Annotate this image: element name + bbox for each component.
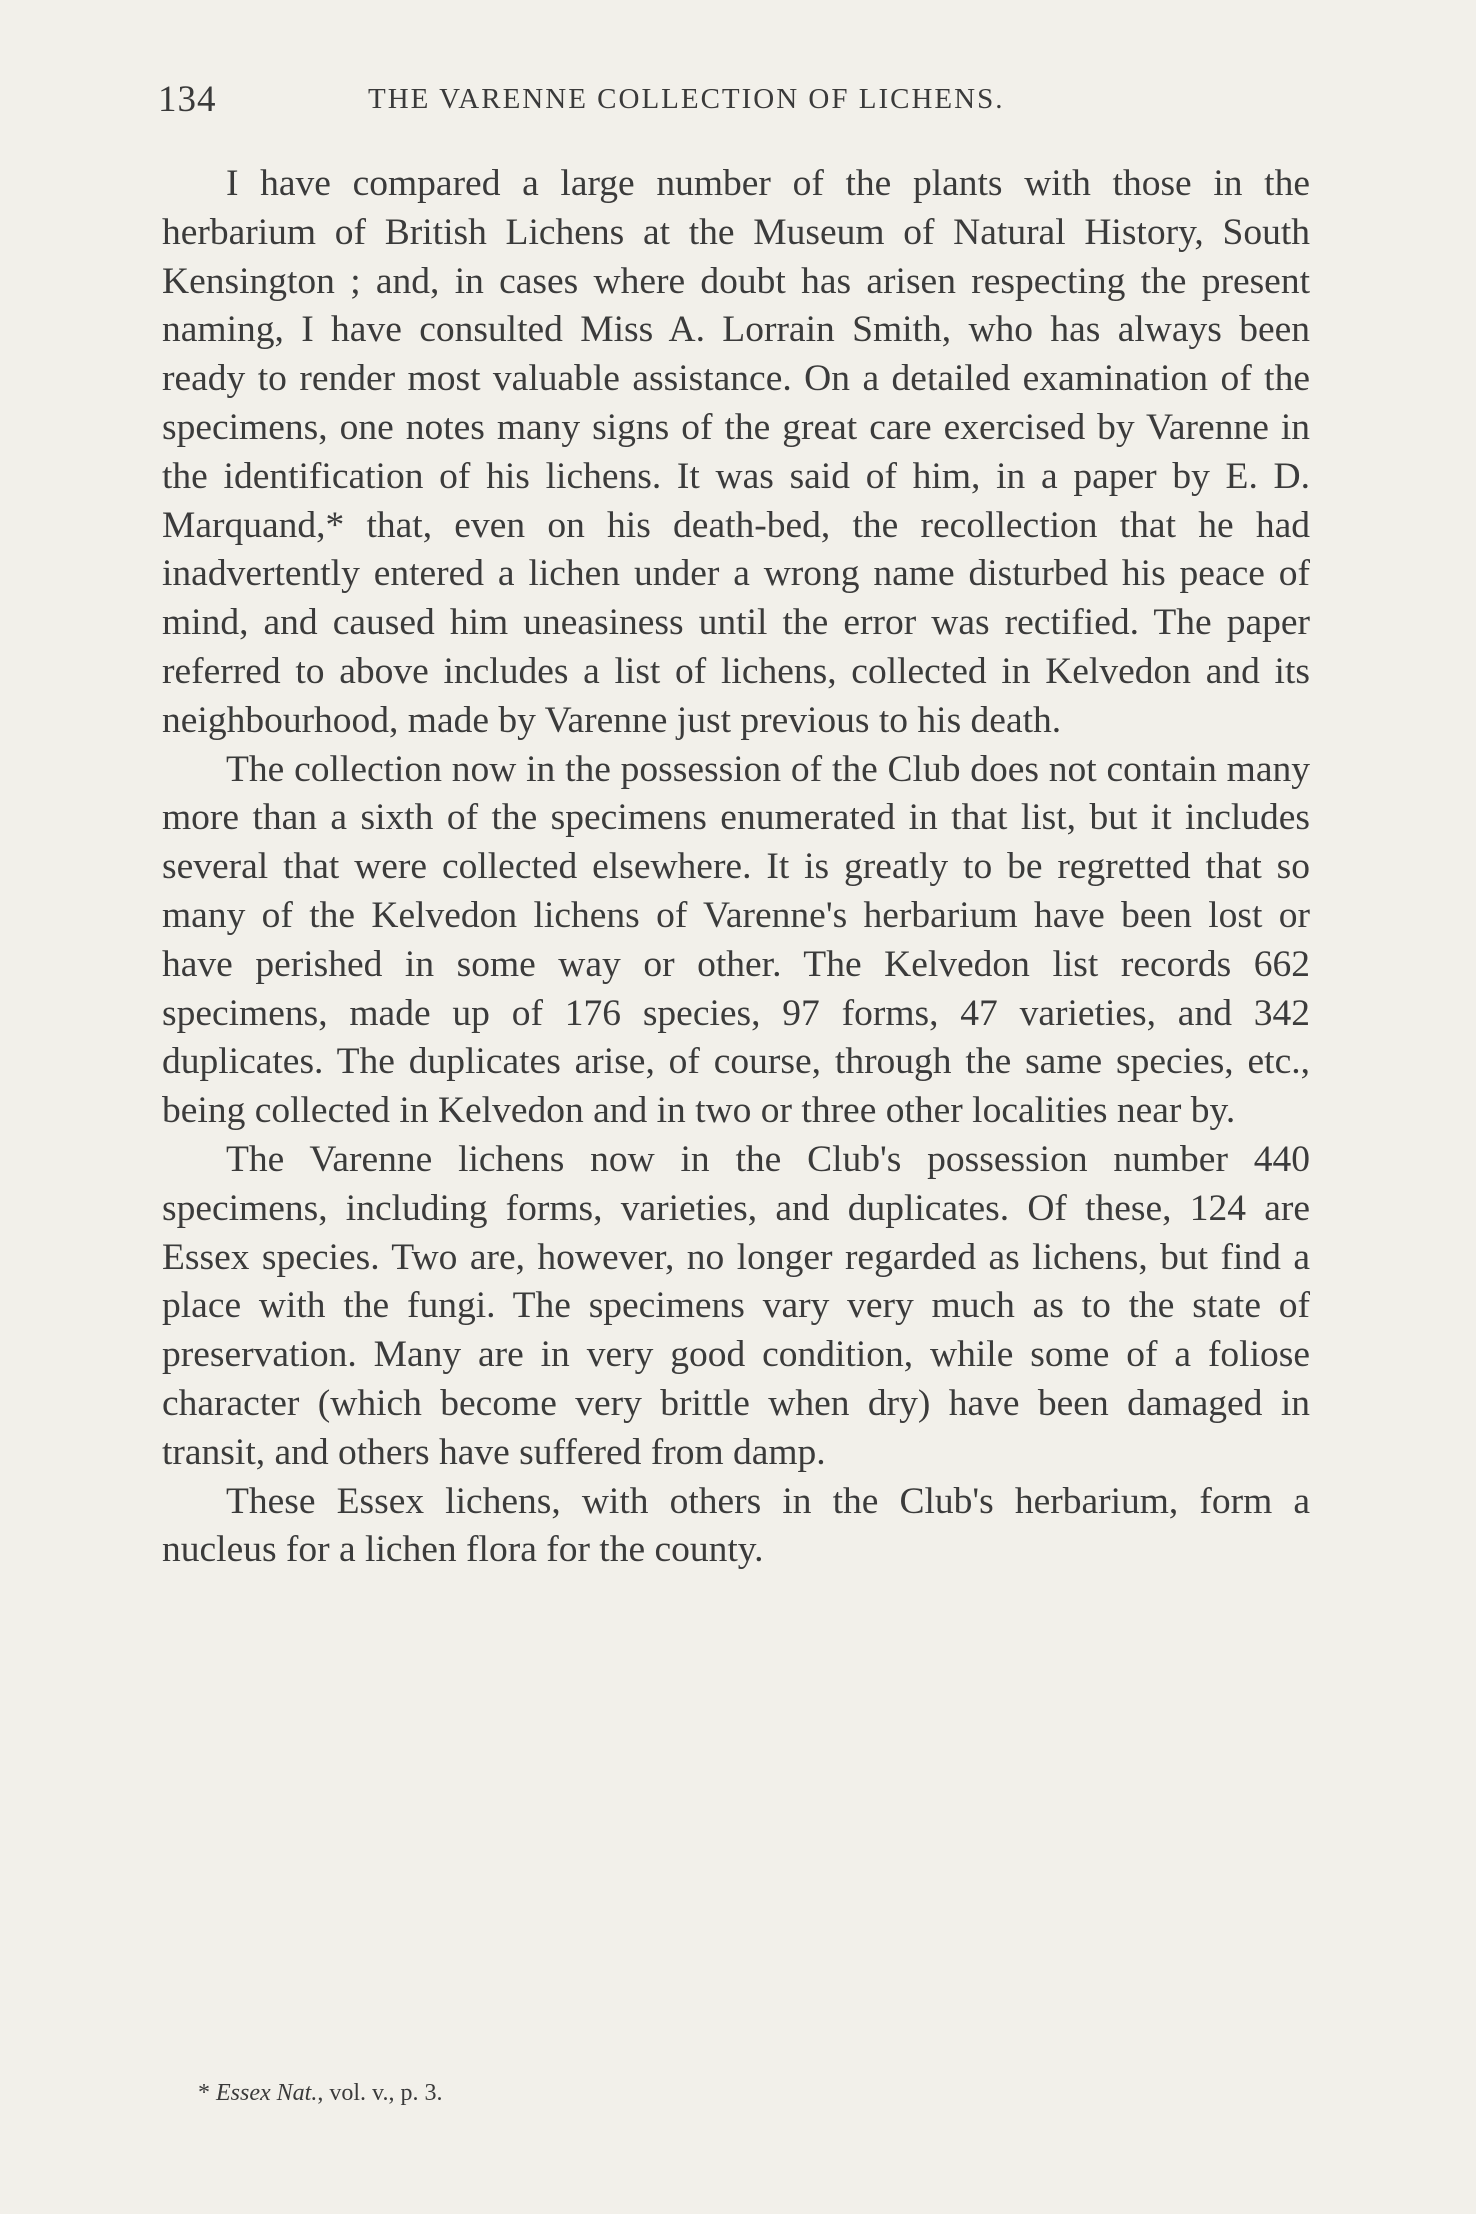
page-number: 134 (158, 79, 217, 120)
footnote-source: Essex Nat. (216, 2080, 318, 2106)
paragraph-3: The Varenne lichens now in the Club's possession number 440 specimens, including forms, varieties, and duplicates. Of these, 124 are Essex species. Two are, however, no longer regarded as lichens, but find a place with the fungi. The specimens vary very much as to the state of preservation. Many are in very good condition, while some of a foliose character (which become very brittle when dry) have been damaged in transit, and others have suffered from damp. (162, 1138, 1310, 1473)
paragraph-2: The collection now in the possession of the Club does not contain many more than a sixth of the specimens enumerated in that list, but it includes several that were collected elsewhere. It is greatly to be regretted that so many of the Kelvedon lichens of Varenne's herbarium have been lost or have perished in some way or other. The Kelvedon list records 662 specimens, made up of 176 species, 97 forms, 47 varieties, and 342 duplicates. The duplicates arise, of course, through the same species, etc., being collected in Kelvedon and in two or three other localities near by. (162, 748, 1310, 1132)
footnote-reference: , vol. v., p. 3. (317, 2080, 443, 2106)
body-text (162, 160, 1310, 1575)
footnote-marker: * (198, 2080, 216, 2106)
page-header (158, 78, 1318, 126)
paragraph-1: I have compared a large number of the plants with those in the herbarium of British Lichens at the Museum of Natural History, South Kensington ; and, in cases where doubt has arisen respecting the present naming, I have consulted Miss A. Lorrain Smith, who has always been ready to render most valuable assistance. On a detailed examination of the specimens, one notes many signs of the great care exercised by Varenne in the identification of his lichens. It was said of him, in a paper by E. D. Marquand,* that, even on his death-bed, the recollection that he had inadvertently entered a lichen under a wrong name disturbed his peace of mind, and caused him uneasiness until the error was rectified. The paper referred to above includes a list of lichens, collected in Kelvedon and its neighbourhood, made by Varenne just previous to his death. (162, 163, 1310, 741)
running-title: THE VARENNE COLLECTION OF LICHENS. (368, 83, 1005, 115)
footnote (198, 2080, 442, 2107)
paragraph-4: These Essex lichens, with others in the Club's herbarium, form a nucleus for a lichen flora for the county. (162, 1480, 1310, 1571)
